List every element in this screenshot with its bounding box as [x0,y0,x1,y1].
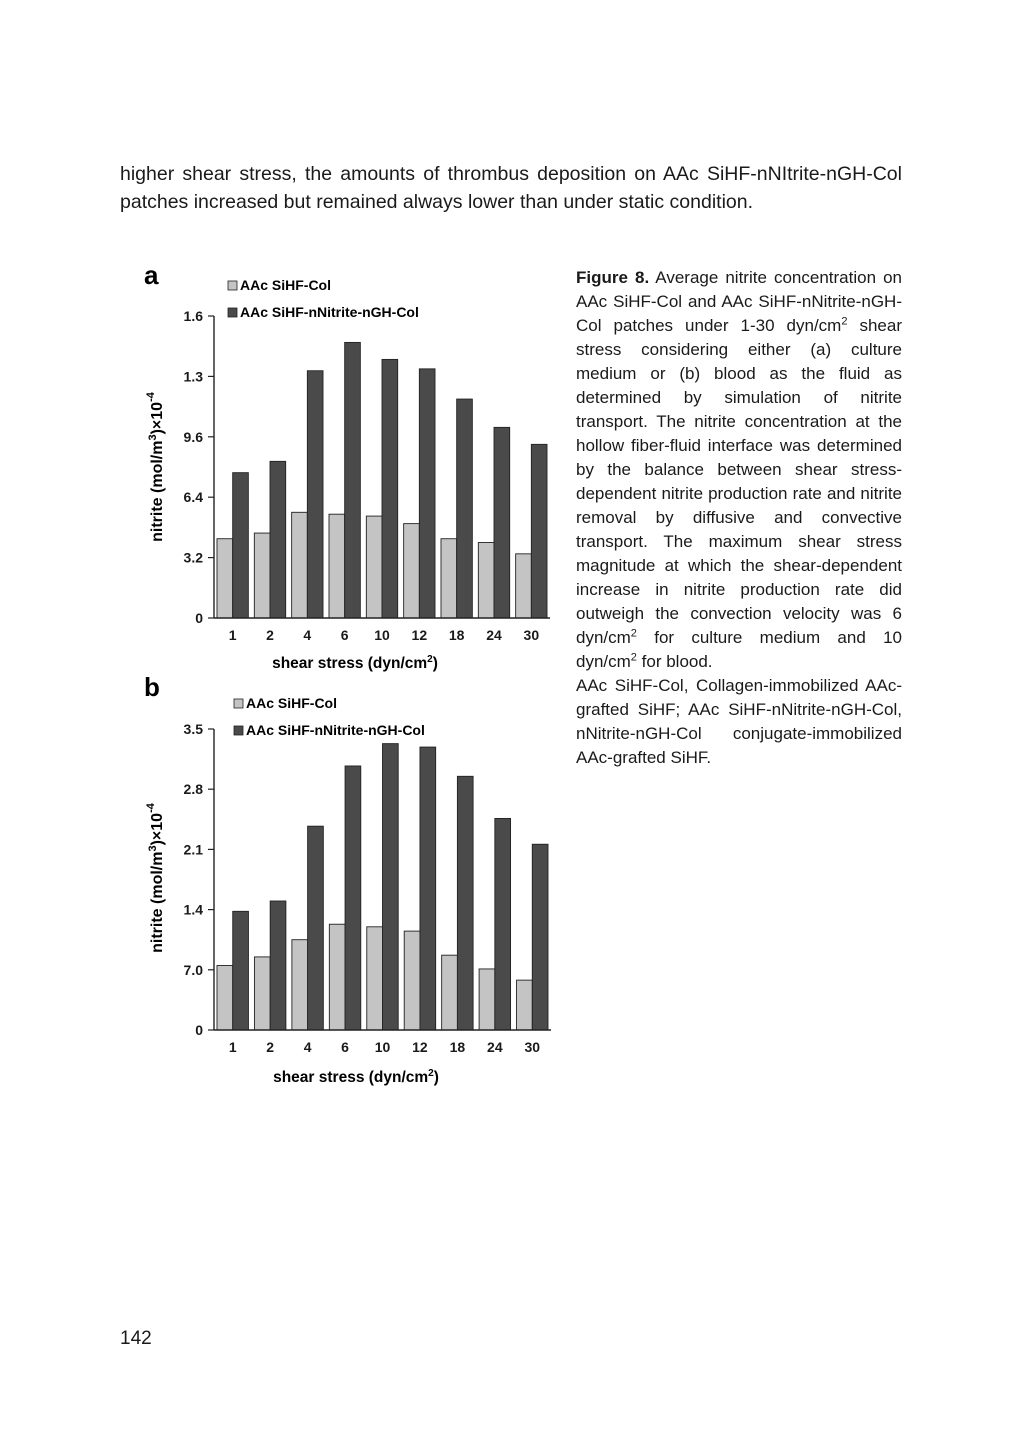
bar-series1-4 [292,512,308,618]
x-tick-label: 2 [266,1039,275,1055]
legend-label-series2: AAc SiHF-nNitrite-nGH-Col [240,304,419,320]
x-tick-label: 18 [448,627,465,643]
x-tick-label: 4 [303,1039,312,1055]
bar-series1-18 [441,539,457,618]
bar-series1-18 [442,955,458,1030]
bar-series2-10 [383,744,399,1030]
legend-swatch-series1 [234,699,243,708]
legend-swatch-series2 [234,726,243,735]
bar-series1-4 [292,940,308,1030]
bar-series1-24 [478,543,494,619]
figure-caption [576,266,902,770]
y-tick-label: 9.6 [183,428,203,445]
x-tick-label: 24 [487,1039,503,1055]
x-axis-label-a: shear stress $(dyn/cm^2)$ [272,654,438,672]
bar-series2-1 [233,473,249,618]
bar-series1-12 [404,524,420,618]
y-tick-label: 3.5 [183,721,203,737]
y-tick-label: 2.1 [183,841,203,858]
x-tick-label: 2 [266,627,274,643]
x-tick-label: 12 [412,1039,428,1055]
figure-label: Figure 8. [576,268,650,287]
bar-series2-2 [270,901,286,1030]
bar-series1-6 [329,514,345,618]
bar-series1-2 [254,957,270,1030]
bar-series2-30 [531,444,547,618]
legend-swatch-series1 [228,281,237,290]
chart-panel-b [130,670,570,1090]
bar-series1-6 [329,924,345,1030]
bar-series2-12 [420,747,436,1030]
legend-a [228,277,419,320]
bar-series2-10 [382,359,398,618]
x-tick-label: 6 [340,627,349,643]
bar-series2-4 [307,371,323,618]
panel-label-a: a [144,260,159,290]
bar-series2-1 [233,911,249,1030]
chart-b-svg [130,670,570,1090]
bar-series1-30 [517,980,533,1030]
panel-label-b: b [144,672,160,702]
x-tick-label: 12 [411,627,428,643]
bar-series2-24 [495,818,511,1030]
bar-series1-24 [479,969,495,1030]
page-number: 142 [120,1328,152,1349]
legend-swatch-series2 [228,308,237,317]
bar-series2-4 [308,826,324,1030]
y-tick-label: 6.4 [183,489,203,506]
y-tick-label: 0 [195,1022,203,1038]
y-tick-label: 1.3 [183,368,203,385]
y-axis-label-a: nitrite $(mol/m^3)\times 10^{-4}$ [145,392,166,542]
x-tick-label: 30 [523,627,540,643]
caption-main: Figure 8. Average nitrite concentration on AAc SiHF-Col and AAc SiHF-nNitrite-nGH-Col patches under 1-30 dyn/$cm^2$ shear stress considering either (a) culture medium or (b) blood as the fluid as determined by simulation of nitrite transport. The nitrite concentration at the hollow fiber-fluid interface was determined by the balance between shear stress-dependent nitrite production rate and nitrite removal by diffusive and convective transport. The maximum shear stress magnitude at which the shear-dependent increase in nitrite production rate did outweigh the convection velocity was 6 dyn/$cm^2$ for culture medium and 10 dyn/$cm^2$ for blood. [576,268,902,671]
bar-series1-1 [217,539,233,618]
y-tick-label: 0 [195,610,203,626]
y-axis-label-b: nitrite $(mol/m^3)\times 10^{-4}$ [145,803,166,953]
legend-label-series2: AAc SiHF-nNitrite-nGH-Col [246,722,425,738]
chart-a-svg [130,258,570,678]
bar-series1-1 [217,966,233,1031]
bar-series2-24 [494,427,510,618]
bar-series2-18 [457,776,473,1030]
caption-abbreviations: AAc SiHF-Col, Collagen-immobilized AAc-grafted SiHF; AAc SiHF-nNitrite-nGH-Col, nNitrite-nGH-Col conjugate-immobilized AAc-grafted SiHF. [576,676,902,767]
bar-series1-2 [254,533,270,618]
y-tick-label: 7.0 [183,961,203,978]
chart-panel-a [130,258,570,678]
plot-area-b [184,721,551,1055]
body-paragraph: higher shear stress, the amounts of thrombus deposition on AAc SiHF-nNItrite-nGH-Col patches increased but remained always lower than under static condition. [120,163,902,213]
legend-b [234,695,425,738]
bar-series2-30 [532,844,548,1030]
bar-series2-18 [457,399,473,618]
x-tick-label: 1 [228,1039,237,1055]
bar-series2-6 [345,766,361,1030]
x-tick-label: 6 [341,1039,349,1055]
x-tick-label: 10 [374,627,390,643]
y-tick-label: 1.4 [183,901,203,918]
bar-series2-2 [270,461,286,618]
legend-label-series1: AAc SiHF-Col [246,695,337,711]
y-tick-label: 3.2 [183,549,203,566]
bar-series1-12 [404,931,420,1030]
bar-series1-10 [366,516,382,618]
x-axis-label-b: shear stress $(dyn/cm^2)$ [273,1068,439,1086]
y-tick-label: 1.6 [183,308,203,324]
x-tick-label: 30 [524,1039,541,1055]
x-tick-label: 24 [486,627,502,643]
bar-series2-12 [419,369,435,618]
x-tick-label: 18 [449,1039,466,1055]
x-tick-label: 4 [303,627,312,643]
y-tick-label: 2.8 [183,781,203,798]
legend-label-series1: AAc SiHF-Col [240,277,331,293]
bar-series1-30 [516,554,532,618]
plot-area-a [184,308,550,643]
bar-series2-6 [345,342,361,618]
x-tick-label: 10 [374,1039,391,1055]
bar-series1-10 [367,927,383,1030]
x-tick-label: 1 [228,627,237,643]
